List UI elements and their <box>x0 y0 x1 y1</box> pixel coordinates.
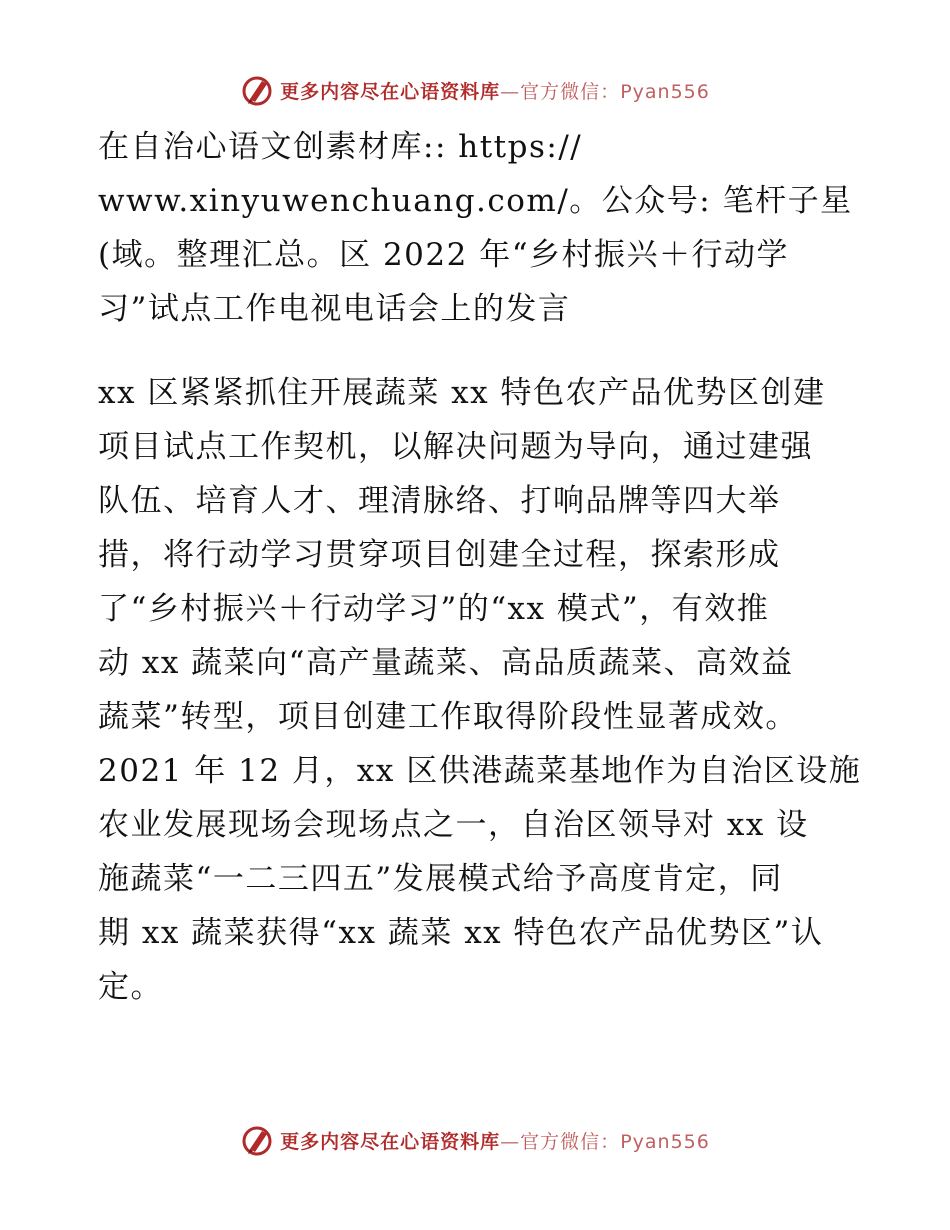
title-line: (域。整理汇总。区 2022 年“乡村振兴＋行动学 <box>98 237 790 273</box>
banner-wechat-label: 官方微信： <box>520 80 621 103</box>
paragraph-line: 了“乡村振兴＋行动学习”的“xx 模式”，有效推 <box>98 591 770 627</box>
title-line: 习”试点工作电视电话会上的发言 <box>98 291 571 327</box>
pen-logo-icon <box>240 73 274 107</box>
pen-logo-icon <box>240 1123 274 1157</box>
banner-main-text: 更多内容尽在心语资料库 <box>280 1130 501 1153</box>
banner-main-text: 更多内容尽在心语资料库 <box>280 80 501 103</box>
title-line: 在自治心语文创素材库:: https:// <box>98 129 583 165</box>
banner-separator: — <box>500 80 521 103</box>
document-body <box>98 120 868 1014</box>
paragraph-line: 2021 年 12 月，xx 区供港蔬菜基地作为自治区设施 <box>98 753 862 789</box>
document-paragraph <box>98 366 868 1014</box>
paragraph-line: xx 区紧紧抓住开展蔬菜 xx 特色农产品优势区创建 <box>98 375 826 411</box>
banner-label <box>280 77 710 104</box>
paragraph-line: 期 xx 蔬菜获得“xx 蔬菜 xx 特色农产品优势区”认 <box>98 915 824 951</box>
paragraph-line: 动 xx 蔬菜向“高产量蔬菜、高品质蔬菜、高效益 <box>98 645 794 681</box>
paragraph-line: 定。 <box>98 969 163 1005</box>
banner-separator: — <box>500 1130 521 1153</box>
document-title <box>98 120 868 336</box>
paragraph-line: 项目试点工作契机，以解决问题为导向，通过建强 <box>98 429 813 465</box>
paragraph-gap <box>98 336 868 366</box>
header-banner <box>0 70 950 110</box>
title-line: www.xinyuwenchuang.com/。公众号: 笔杆子星 <box>98 183 853 219</box>
paragraph-line: 队伍、培育人才、理清脉络、打响品牌等四大举 <box>98 483 781 519</box>
banner-wechat-id: Pyan556 <box>620 80 710 103</box>
paragraph-line: 施蔬菜“一二三四五”发展模式给予高度肯定，同 <box>98 861 783 897</box>
paragraph-line: 措，将行动学习贯穿项目创建全过程，探索形成 <box>98 537 781 573</box>
paragraph-line: 农业发展现场会现场点之一，自治区领导对 xx 设 <box>98 807 809 843</box>
banner-wechat-label: 官方微信： <box>520 1130 621 1153</box>
paragraph-line: 蔬菜”转型，项目创建工作取得阶段性显著成效。 <box>98 699 798 735</box>
banner-wechat-id: Pyan556 <box>620 1130 710 1153</box>
footer-banner <box>0 1120 950 1160</box>
banner-label <box>280 1127 710 1154</box>
